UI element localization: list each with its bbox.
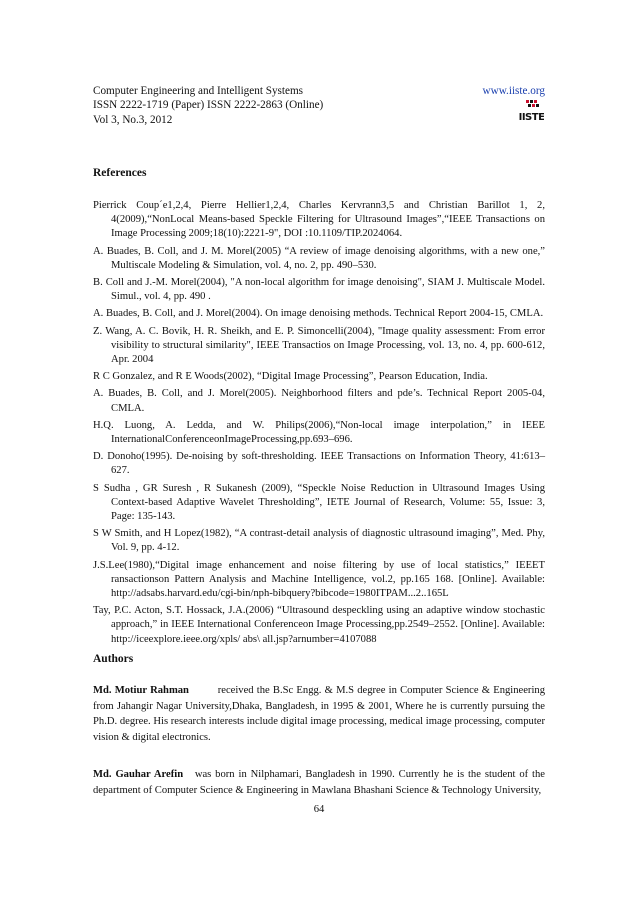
reference-item: J.S.Lee(1980),“Digital image enhancement and noise filtering by use of local statistics,” IEEET ransactionson Pattern Analysis and Machine Intelligence, vol.2, pp.165 168. [Online]. Available: http://adsabs.harvard.edu/cgi-bin/nph-bibquery?bibcode=1980ITPAM...2..165L <box>93 559 545 600</box>
iiste-logo-icon <box>519 100 544 122</box>
author-bio-text: was born in Nilphamari, Bangladesh in 1990. Currently he is the student of the department of Computer Science & Engineering in Mawlana Bhashani Science & Technology University, <box>93 769 545 796</box>
svg-text:IISTE: IISTE <box>519 112 544 122</box>
reference-item: S W Smith, and H Lopez(1982), “A contrast-detail analysis of diagnostic ultrasound imaging”, Med. Phy, Vol. 9, pp. 4-12. <box>93 528 545 554</box>
journal-title: Computer Engineering and Intelligent Systems <box>93 85 304 97</box>
issn-line: ISSN 2222-1719 (Paper) ISSN 2222-2863 (Online) <box>93 99 324 111</box>
reference-item: A. Buades, B. Coll, and J. Morel(2005). Neighborhood filters and pde’s. Technical Report 2005-04, CMLA. <box>93 388 545 414</box>
author-bio <box>93 767 545 798</box>
reference-item: Tay, P.C. Acton, S.T. Hossack, J.A.(2006) “Ultrasound despeckling using an adaptive window stochastic approach,” in IEEE International Conferenceon Image Processing,pp.2549–2552. [Online]. Available: http://iceexplore.ieee.org/xpls/ abs\ all.jsp?arnumber=4107088 <box>93 605 545 645</box>
references-list <box>93 199 545 650</box>
volume-line: Vol 3, No.3, 2012 <box>93 114 173 126</box>
author-name: Md. Gauhar Arefin <box>93 769 184 780</box>
references-heading: References <box>93 167 147 179</box>
page-number: 64 <box>313 804 325 815</box>
authors-heading: Authors <box>93 653 134 665</box>
author-name: Md. Motiur Rahman <box>93 685 189 696</box>
journal-url-link[interactable]: www.iiste.org <box>482 85 545 97</box>
author-bio-text: received the B.Sc Engg. & M.S degree in Computer Science & Engineering from Jahangir Nagar University,Dhaka, Bangladesh, in 1995 & 2001, Where he is currently pursuing the Ph.D. degree. His research interests include digital image processing, medical image processing, computer vision & digital electronics. <box>93 685 545 743</box>
reference-item: B. Coll and J.-M. Morel(2004), "A non-local algorithm for image denoising", SIAM J. Multiscale Model. Simul., vol. 4, pp. 490 . <box>93 277 545 303</box>
reference-item: Z. Wang, A. C. Bovik, H. R. Sheikh, and E. P. Simoncelli(2004), "Image quality assessment: From error visibility to structural similarity", IEEE Transactios on Image Processing, vol. 13, no. 4, pp. 600-612, Apr. 2004 <box>93 325 545 366</box>
author-bio <box>93 683 545 745</box>
reference-item: A. Buades, B. Coll, and J. M. Morel(2005) “A review of image denoising algorithms, with a new one,” Multiscale Modeling & Simulation, vol. 4, no. 2, pp. 490–530. <box>93 245 545 271</box>
reference-item: S Sudha , GR Suresh , R Sukanesh (2009), “Speckle Noise Reduction in Ultrasound Images Using Context-based Adaptive Wavelet Thresholding”, IETE Journal of Research, Volume: 55, Issue: 3, Page: 135-143. <box>93 482 545 523</box>
reference-item: R C Gonzalez, and R E Woods(2002), “Digital Image Processing”, Pearson Education, India. <box>93 371 488 383</box>
reference-item: Pierrick Coup´e1,2,4, Pierre Hellier1,2,4, Charles Kervrann3,5 and Christian Barillot 1, 2, 4(2009),“NonLocal Means-based Speckle Filtering for Ultrasound Images”,“IEEE Transactions on Image Processing 2009;18(10):2221-9", DOI :10.1109/TIP.2024064. <box>93 200 545 240</box>
reference-item: A. Buades, B. Coll, and J. Morel(2004). On image denoising methods. Technical Report 2004-15, CMLA. <box>93 308 544 320</box>
reference-item: H.Q. Luong, A. Ledda, and W. Philips(2006),“Non-local image interpolation,” in IEEE InternationalConferenceonImageProcessing,pp.693–696. <box>93 419 545 446</box>
reference-item: D. Donoho(1995). De-noising by soft-thresholding. IEEE Transactions on Information Theory, 41:613–627. <box>93 451 545 477</box>
